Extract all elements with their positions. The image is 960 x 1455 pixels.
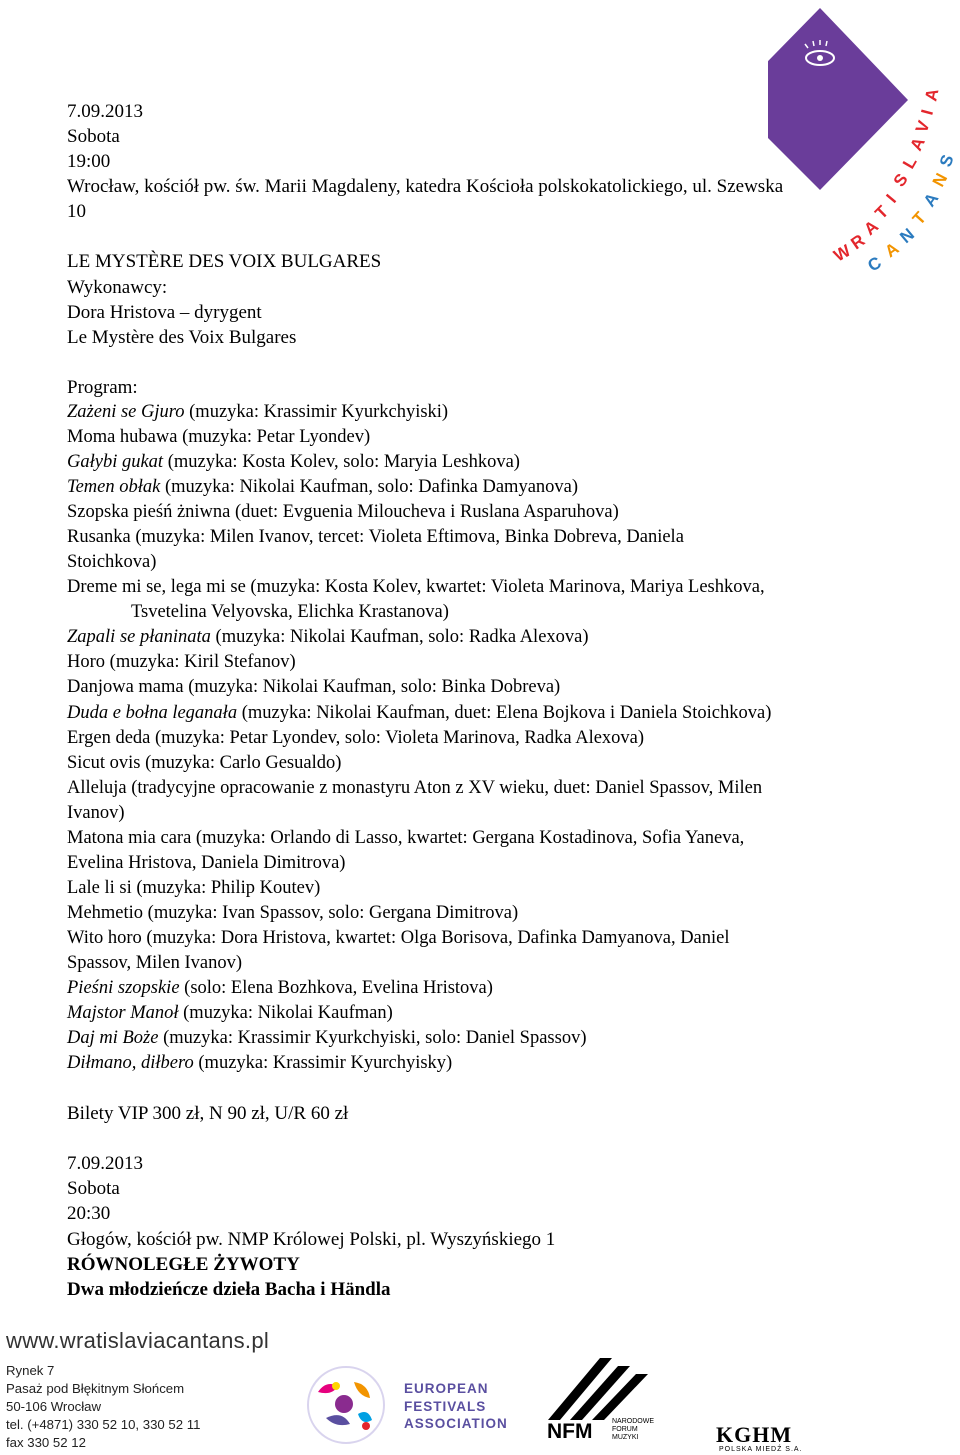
address-line: tel. (+4871) 330 52 10, 330 52 11 — [6, 1417, 201, 1432]
program-item — [67, 675, 907, 700]
svg-text:A: A — [906, 134, 929, 154]
svg-text:I: I — [882, 190, 901, 207]
program-item — [67, 425, 907, 450]
program-item-details: (muzyka: Petar Lyondev, solo: Violeta Marinova, Radka Alexova) — [150, 727, 645, 748]
event1-venue: Wrocław, kościół pw. św. Marii Magdaleny, katedra Kościoła polskokatolickiego, ul. Szewska — [67, 176, 784, 198]
program-item-title: Daj mi Boże — [67, 1028, 159, 1049]
program-item — [67, 550, 907, 575]
program-item-title: Danjowa mama — [67, 677, 184, 698]
svg-text:W: W — [830, 240, 854, 266]
program-item-details: (muzyka: Nikolai Kaufman, duet: Elena Bojkova i Daniela Stoichkova) — [237, 702, 772, 723]
svg-text:T: T — [908, 208, 930, 229]
program-item-details: (muzyka: Kiril Stefanov) — [105, 652, 296, 673]
program-item-details: (muzyka: Orlando di Lasso, kwartet: Gergana Kostadinova, Sofia Yaneva, — [191, 827, 745, 848]
event2-day: Sobota — [67, 1178, 120, 1200]
program-item-details: (tradycyjne opracowanie z monastyru Aton z XV wieku, duet: Daniel Spassov, Milen — [126, 777, 763, 798]
kghm-sub: POLSKA MIEDŹ S.A. — [719, 1446, 803, 1453]
program-item-details: (muzyka: Krassimir Kyurkchyiski, solo: Daniel Spassov) — [158, 1028, 587, 1049]
program-item-title: Dreme mi se, lega mi se — [67, 577, 246, 598]
program-item — [67, 625, 907, 650]
program-item-details: Spassov, Milen Ivanov) — [67, 952, 243, 973]
efa-text-line: ASSOCIATION — [404, 1416, 508, 1431]
program-item-details: (muzyka: Nikolai Kaufman) — [178, 1003, 393, 1024]
program-item-title: Mehmetio — [67, 902, 144, 923]
efa-text-line: FESTIVALS — [404, 1398, 487, 1414]
program-item-title: Matona mia cara — [67, 827, 192, 848]
svg-text:V: V — [911, 118, 934, 136]
program-item-details: (muzyka: Carlo Gesualdo) — [140, 752, 342, 773]
performers-label: Wykonawcy: — [67, 276, 168, 298]
program-item-title: Moma hubawa — [67, 426, 178, 447]
event2-title: RÓWNOLEGŁE ŻYWOTY — [67, 1253, 300, 1275]
svg-text:R: R — [847, 230, 869, 254]
program-item-details: (muzyka: Ivan Spassov, solo: Gergana Dimitrova) — [143, 902, 519, 923]
program-label: Program: — [67, 376, 138, 398]
svg-text:I: I — [917, 107, 938, 118]
address-block — [6, 1362, 200, 1452]
program-item-details: (muzyka: Petar Lyondev) — [177, 426, 371, 447]
efa-text-line: EUROPEAN — [404, 1381, 489, 1396]
program-item-details: (muzyka: Kosta Kolev, kwartet: Violeta Marinova, Mariya Leshkova, — [245, 577, 765, 598]
nfm-label: NFM — [547, 1420, 593, 1443]
efa-logo-icon — [296, 1362, 396, 1448]
program-item — [67, 751, 907, 776]
event2-date: 7.09.2013 — [67, 1153, 143, 1175]
program-item-title: Majstor Manoł — [67, 1003, 179, 1024]
program-item — [67, 901, 907, 926]
event2-time: 20:30 — [67, 1203, 111, 1225]
program-item — [67, 575, 907, 600]
program-item-details: (muzyka: Krassimir Kyurkchyiski) — [184, 401, 449, 422]
performer: Dora Hristova – dyrygent — [67, 301, 262, 323]
program-item-title: Temen obłak — [67, 477, 161, 498]
program-item-details: (muzyka: Milen Ivanov, tercet: Violeta Eftimova, Binka Dobreva, Daniela — [130, 527, 684, 548]
program-item — [67, 525, 907, 550]
footer — [0, 1322, 960, 1455]
program-item — [67, 701, 907, 726]
program-item-details: (muzyka: Nikolai Kaufman, solo: Binka Dobreva) — [183, 677, 561, 698]
program-list — [67, 400, 907, 1076]
address-line: 50-106 Wrocław — [6, 1399, 102, 1414]
program-item-details: (muzyka: Krassimir Kyurchyisky) — [193, 1053, 453, 1074]
performer: Le Mystère des Voix Bulgares — [67, 326, 297, 348]
program-item-title: Diłmano, diłbero — [67, 1053, 194, 1074]
program-item-title: Zażeni se Gjuro — [67, 401, 185, 422]
program-item-details: (muzyka: Dora Hristova, kwartet: Olga Borisova, Dafinka Damyanova, Daniel — [141, 927, 730, 948]
program-item-details: Tsvetelina Velyovska, Elichka Krastanova) — [131, 602, 449, 623]
program-item — [67, 475, 907, 500]
program-item — [67, 951, 907, 976]
program-item — [67, 1051, 907, 1076]
event1-venue-cont: 10 — [67, 201, 86, 223]
svg-text:A: A — [860, 216, 882, 240]
program-item — [67, 500, 907, 525]
program-item — [67, 600, 907, 625]
program-item-title: Zapali se płaninata — [67, 627, 211, 648]
program-item-details: (muzyka: Nikolai Kaufman, solo: Dafinka Damyanova) — [160, 477, 579, 498]
event2-venue: Głogów, kościół pw. NMP Królowej Polski, pl. Wyszyńskiego 1 — [67, 1228, 556, 1250]
program-item-details: (duet: Evguenia Miloucheva i Ruslana Asparuhova) — [230, 502, 619, 523]
program-item-title: Alleluja — [67, 777, 127, 798]
nfm-sub-line: MUZYKI — [612, 1434, 639, 1441]
svg-text:N: N — [928, 170, 952, 190]
event1-date: 7.09.2013 — [67, 101, 143, 122]
program-item — [67, 400, 907, 425]
program-item-title: Sicut ovis — [67, 752, 141, 773]
svg-text:T: T — [871, 202, 893, 223]
program-item — [67, 776, 907, 801]
program-item-title: Wito horo — [67, 927, 142, 948]
program-item-title: Pieśni szopskie — [67, 978, 180, 999]
program-item-details: Ivanov) — [67, 802, 125, 823]
event1-time: 19:00 — [67, 151, 111, 173]
efa-text — [404, 1380, 508, 1433]
kghm-logo: KGHM — [716, 1422, 793, 1447]
program-item — [67, 976, 907, 1001]
program-item-details: Evelina Hristova, Daniela Dimitrova) — [67, 852, 346, 873]
tickets: Bilety VIP 300 zł, N 90 zł, U/R 60 zł — [67, 1103, 349, 1125]
svg-text:L: L — [899, 153, 921, 172]
program-item-details: Stoichkova) — [67, 552, 157, 573]
nfm-sub-line: FORUM — [612, 1426, 638, 1433]
document-body — [67, 99, 907, 1302]
program-item — [67, 650, 907, 675]
program-item — [67, 851, 907, 876]
program-item — [67, 876, 907, 901]
website-link[interactable]: www.wratislaviacantans.pl — [6, 1328, 270, 1353]
event2-subtitle: Dwa młodzieńcze dzieła Bacha i Händla — [67, 1278, 391, 1300]
address-line: Rynek 7 — [6, 1363, 55, 1378]
program-item — [67, 826, 907, 851]
svg-text:S: S — [889, 170, 912, 191]
program-item — [67, 926, 907, 951]
nfm-sub — [612, 1418, 654, 1442]
address-line: Pasaż pod Błękitnym Słońcem — [6, 1381, 185, 1396]
program-item-details: (muzyka: Kosta Kolev, solo: Maryia Leshkova) — [163, 452, 520, 473]
program-item-title: Lale li si — [67, 877, 132, 898]
program-item-title: Rusanka — [67, 527, 131, 548]
svg-text:A: A — [881, 238, 903, 262]
address-line: fax 330 52 12 — [6, 1435, 86, 1450]
program-item — [67, 1001, 907, 1026]
svg-text:A: A — [919, 189, 943, 211]
program-item — [67, 726, 907, 751]
event1-day: Sobota — [67, 126, 120, 148]
svg-text:C: C — [864, 252, 885, 276]
program-item — [67, 801, 907, 826]
event1-title: LE MYSTÈRE DES VOIX BULGARES — [67, 251, 382, 273]
program-item-details: (solo: Elena Bozhkova, Evelina Hristova) — [179, 978, 493, 999]
program-item-title: Ergen deda — [67, 727, 151, 748]
program-item-title: Duda e bołna leganała — [67, 702, 238, 723]
program-item — [67, 1026, 907, 1051]
svg-text:A: A — [921, 86, 943, 103]
program-item-details: (muzyka: Nikolai Kaufman, solo: Radka Alexova) — [210, 627, 589, 648]
program-item-title: Szopska pieśń żniwna — [67, 502, 231, 523]
program-item-title: Gałybi gukat — [67, 452, 164, 473]
nfm-sub-line: NARODOWE — [612, 1418, 654, 1425]
svg-text:N: N — [896, 224, 918, 248]
program-item-title: Horo — [67, 652, 106, 673]
svg-text:S: S — [935, 152, 958, 170]
program-item-details: (muzyka: Philip Koutev) — [131, 877, 321, 898]
program-item — [67, 450, 907, 475]
